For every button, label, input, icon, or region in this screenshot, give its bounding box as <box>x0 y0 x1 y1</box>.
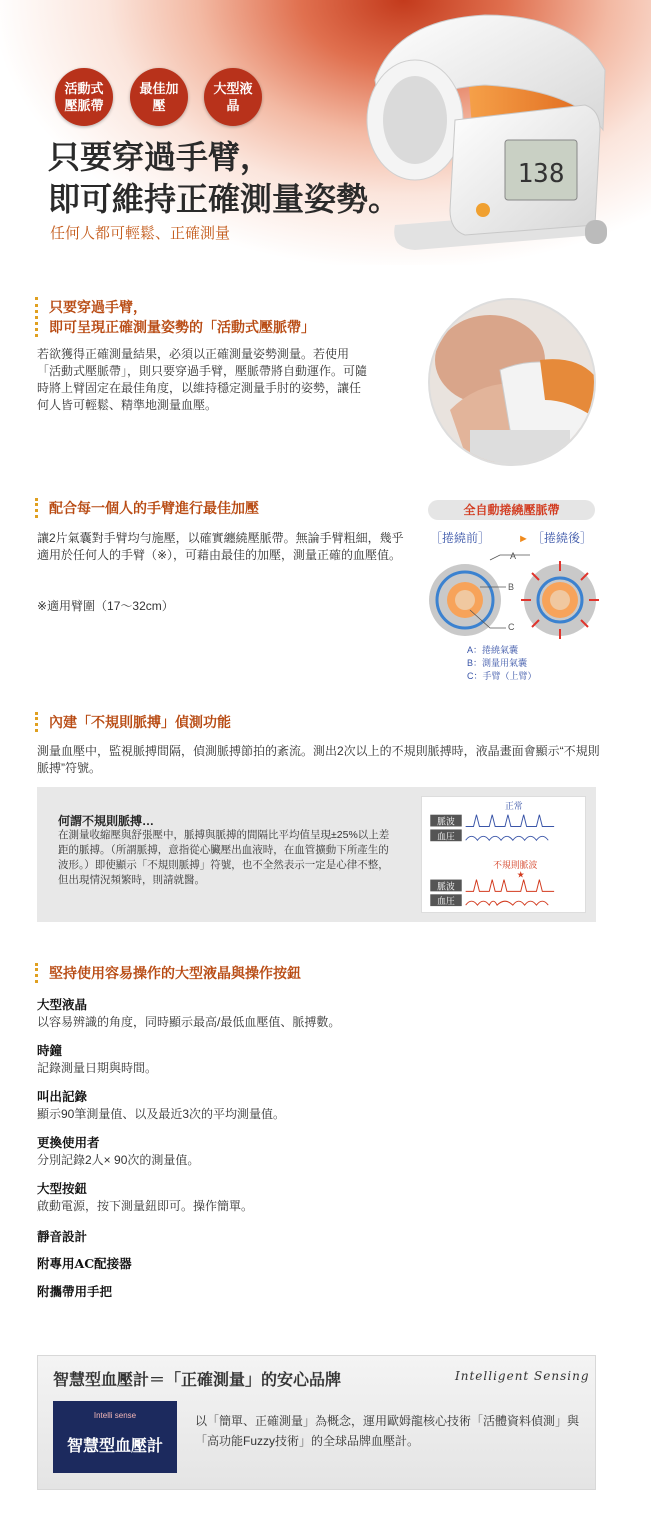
label-c: C <box>508 622 515 632</box>
section4-title: 堅持使用容易操作的大型液晶與操作按鈕 <box>35 963 301 983</box>
device-display-digits: 138 <box>517 159 565 189</box>
feature-name-recall: 叫出記錄 <box>37 1089 88 1104</box>
feature-name-clock: 時鐘 <box>37 1043 63 1058</box>
hero-headline-line1: 只要穿過手臂， <box>48 138 273 176</box>
badge-optimal-pressure: 最佳加壓 <box>130 68 188 126</box>
feature-desc-large-button: 啟動電源，按下測量鈕即可。操作簡單。 <box>37 1199 254 1213</box>
brand-english-tagline: Intelligent Sensing <box>455 1369 590 1383</box>
hero-headline <box>48 136 400 220</box>
feature-name-silent: 靜音設計 <box>37 1229 88 1244</box>
label-a: A <box>510 551 517 561</box>
cuff-arrow-icon: ► <box>518 533 529 545</box>
hero-subtitle: 任何人都可輕鬆、正確測量 <box>50 225 231 242</box>
badge-large-lcd: 大型液晶 <box>204 68 262 126</box>
feature-name-large-lcd: 大型液晶 <box>37 997 88 1012</box>
irregular-star-icon: ★ <box>516 869 525 880</box>
feature-desc-recall: 顯示90筆測量值、以及最近3次的平均測量值。 <box>37 1107 286 1121</box>
brand-logo <box>53 1401 177 1473</box>
cuff-after-label: ［捲繞後］ <box>532 531 593 545</box>
wave-pressure-label-1: 血圧 <box>437 831 455 842</box>
section1-title-line2: 即可呈現正確測量姿勢的「活動式壓脈帶」 <box>49 319 315 335</box>
cuff-before-label: ［捲繞前］ <box>430 531 491 545</box>
cuff-after-diagram <box>521 561 599 639</box>
arm-in-cuff-photo <box>428 298 596 466</box>
feature-desc-clock: 記錄測量日期與時間。 <box>37 1061 158 1075</box>
irregular-pulse-box-title: 何謂不規則脈搏… <box>58 814 155 828</box>
feature-name-large-button: 大型按鈕 <box>37 1181 88 1196</box>
wave-pressure-label-2: 血圧 <box>437 896 455 907</box>
section2-title: 配合每一個人的手臂進行最佳加壓 <box>35 498 259 518</box>
feature-desc-large-lcd: 以容易辨識的角度，同時顯示最高/最低血壓值、脈搏數。 <box>37 1015 341 1029</box>
cuff-before-diagram <box>429 564 501 636</box>
hero-headline-line2: 即可維持正確測量姿勢。 <box>48 180 401 218</box>
section1-body: 若欲獲得正確測量結果，必須以正確測量姿勢測量。若使用「活動式壓脈帶」，則只要穿過手臂，壓脈帶將自動運作。可隨時將上臂固定在最佳角度，以維持穩定測量手肘的姿勢，讓任何人皆可輕鬆、精準地測量血壓。 <box>37 347 368 412</box>
blood-pressure-monitor-image <box>355 10 615 255</box>
wave-irregular-label: 不規則脈波 <box>493 859 538 870</box>
brand-headline: 智慧型血壓計＝「正確測量」的安心品牌 <box>53 1370 342 1389</box>
wave-pulse-label-1: 脈波 <box>437 816 455 827</box>
section3-body: 測量血壓中，監視脈搏間隔，偵測脈搏節拍的紊流。測出2次以上的不規則脈搏時，液晶畫面會顯示“不規則脈搏”符號。 <box>37 744 600 775</box>
feature-name-handle: 附攜帶用手把 <box>37 1284 113 1299</box>
cuff-wrapping-diagram <box>420 525 600 685</box>
pulse-wave-diagram <box>421 796 586 913</box>
section3-title: 內建「不規則脈搏」偵測功能 <box>35 712 231 732</box>
cuff-diagram-title: 全自動捲繞壓脈帶 <box>428 500 595 520</box>
legend-a: A：捲繞氣囊 <box>467 645 519 655</box>
section2-note: ※適用臂圍（17～32cm） <box>37 599 174 613</box>
feature-name-ac-adapter: 附專用AC配接器 <box>37 1256 132 1271</box>
section1-title-line1: 只要穿過手臂， <box>49 299 147 315</box>
wave-normal-label: 正常 <box>504 800 523 811</box>
irregular-pulse-box-body: 在測量收縮壓與舒張壓中，脈搏與脈搏的間隔比平均值呈現±25%以上差距的脈搏。（所謂脈搏，意指從心臟壓出血液時，在血管擴動下所產生的波形。）即使顯示「不規則脈搏」符號，也不全然表示一定是心律不整，但出現情況頻繁時，則請就醫。 <box>58 829 390 886</box>
label-b: B <box>508 582 515 592</box>
legend-b: B：測量用氣囊 <box>467 658 528 668</box>
legend-c: C：手臂（上臂） <box>467 671 537 681</box>
section1-title <box>35 297 315 337</box>
badge-active-cuff: 活動式壓脈帶 <box>55 68 113 126</box>
wave-pulse-label-2: 脈波 <box>437 881 455 892</box>
brand-logo-small-text: Intelli sense <box>93 1411 137 1420</box>
feature-desc-switch-user: 分別記錄2人× 90次的測量值。 <box>37 1153 200 1167</box>
brand-logo-main-text: 智慧型血壓計 <box>66 1438 163 1455</box>
feature-name-switch-user: 更換使用者 <box>37 1135 100 1150</box>
section2-body: 讓2片氣囊對手臂均勻施壓，以確實纏繞壓脈帶。無論手臂粗細，幾乎適用於任何人的手臂（※），可藉由最佳的加壓，測量正確的血壓值。 <box>37 531 404 562</box>
brand-body: 以「簡單、正確測量」為概念，運用歐姆龍核心技術「活體資料偵測」與「高功能Fuzzy技術」的全球品牌血壓計。 <box>195 1414 580 1448</box>
hero-banner <box>0 0 651 265</box>
